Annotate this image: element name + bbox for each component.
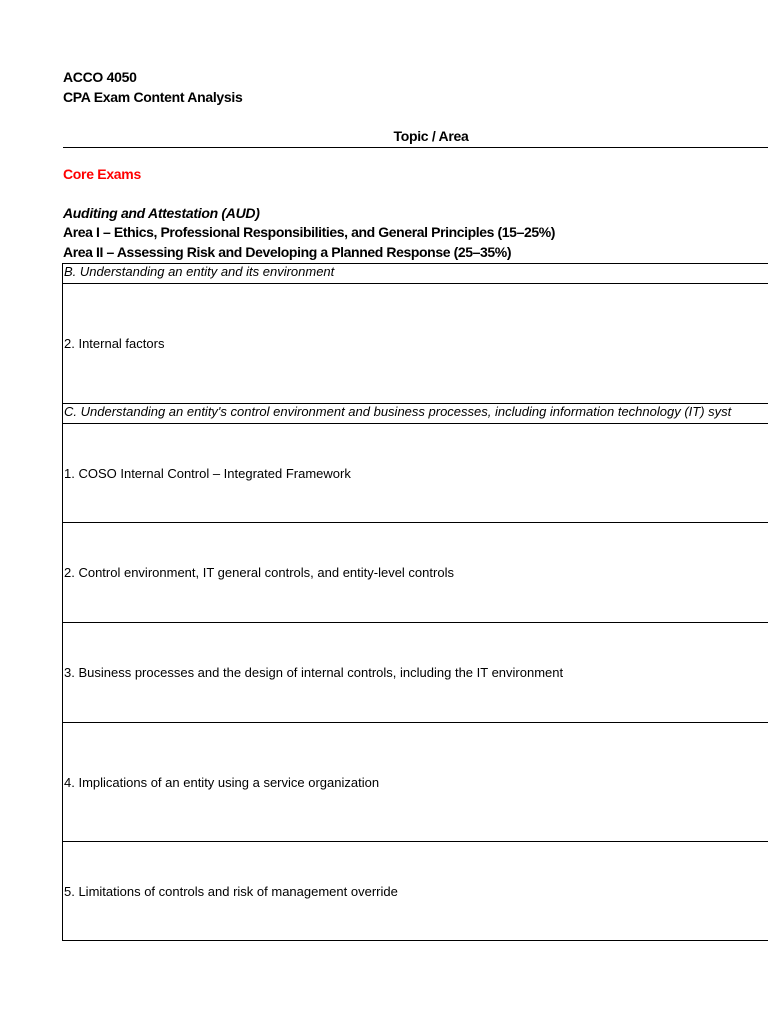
header-divider bbox=[63, 147, 768, 148]
table-cell-text: 4. Implications of an entity using a service organization bbox=[64, 774, 380, 790]
table-row bbox=[62, 841, 768, 941]
table-row bbox=[62, 522, 768, 622]
column-header-topic-area: Topic / Area bbox=[393, 128, 469, 144]
table-cell-text: C. Understanding an entity's control environment and business processes, including information technology (IT) syst bbox=[64, 404, 732, 419]
topic-table bbox=[62, 263, 768, 941]
area-1-heading: Area I – Ethics, Professional Responsibilities, and General Principles (15–25%) bbox=[63, 224, 556, 240]
table-row bbox=[62, 622, 768, 722]
table-cell-text: 2. Control environment, IT general controls, and entity-level controls bbox=[64, 565, 454, 580]
table-row bbox=[62, 423, 768, 522]
table-row bbox=[62, 283, 768, 403]
course-code: ACCO 4050 bbox=[63, 69, 137, 85]
table-cell-text: 3. Business processes and the design of internal controls, including the IT environment bbox=[64, 665, 564, 680]
table-cell-text: 2. Internal factors bbox=[64, 336, 165, 351]
table-cell-text: 1. COSO Internal Control – Integrated Framework bbox=[64, 465, 351, 481]
table-row bbox=[62, 722, 768, 841]
table-row-section-b bbox=[62, 263, 768, 283]
document-title: CPA Exam Content Analysis bbox=[63, 89, 243, 105]
table-cell-text: B. Understanding an entity and its environment bbox=[64, 264, 335, 279]
table-cell-text: 5. Limitations of controls and risk of management override bbox=[64, 883, 398, 899]
area-2-heading: Area II – Assessing Risk and Developing a Planned Response (25–35%) bbox=[63, 244, 512, 260]
exam-name: Auditing and Attestation (AUD) bbox=[63, 205, 260, 221]
core-exams-label: Core Exams bbox=[63, 166, 141, 182]
table-row-section-c bbox=[62, 403, 768, 423]
